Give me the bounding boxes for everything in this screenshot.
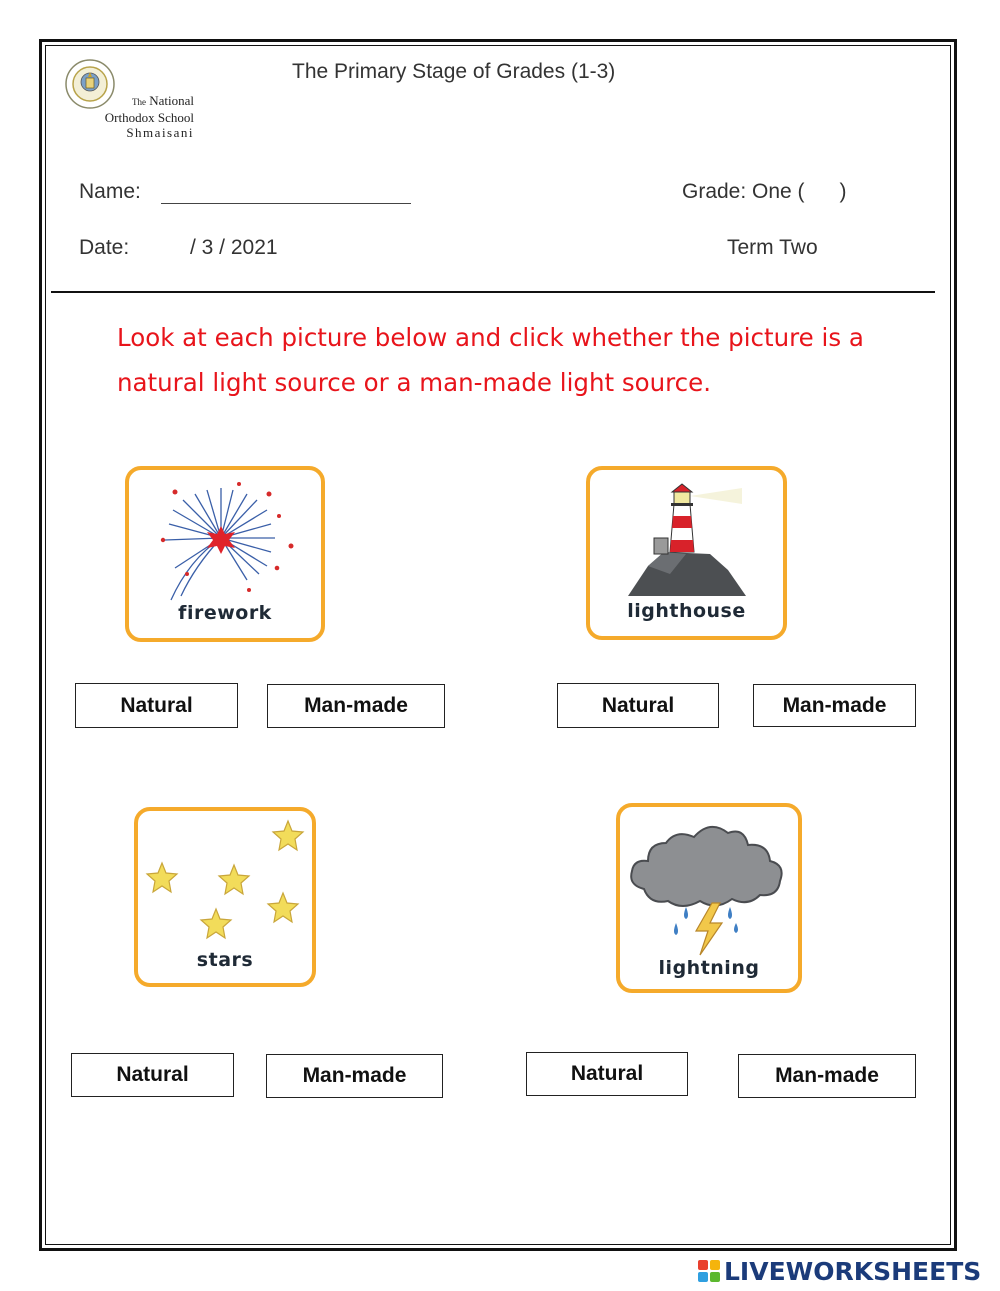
school-name-line3: Shmaisani xyxy=(126,125,194,140)
lightning-card xyxy=(616,803,802,993)
lightning-natural-button[interactable]: Natural xyxy=(526,1052,688,1096)
school-name-line2: Orthodox School xyxy=(104,110,194,125)
grade-label: Grade: One ( ) xyxy=(682,180,847,203)
stars-manmade-button[interactable]: Man-made xyxy=(266,1054,443,1098)
page-title: The Primary Stage of Grades (1-3) xyxy=(292,60,616,83)
brand-text: LIVEWORKSHEETS xyxy=(724,1256,982,1286)
school-name xyxy=(84,93,194,140)
brand-logo-icon xyxy=(698,1260,720,1282)
firework-manmade-button[interactable]: Man-made xyxy=(267,684,445,728)
lightning-manmade-button[interactable]: Man-made xyxy=(738,1054,916,1098)
school-name-the: The xyxy=(131,97,146,107)
date-label: Date: xyxy=(79,236,130,259)
school-name-line1: National xyxy=(149,93,194,108)
firework-card xyxy=(125,466,325,642)
header-divider xyxy=(51,291,935,293)
liveworksheets-brand xyxy=(698,1257,981,1285)
lighthouse-label: lighthouse xyxy=(627,600,746,622)
lightning-label: lightning xyxy=(658,957,760,979)
lighthouse-natural-button[interactable]: Natural xyxy=(557,683,719,728)
firework-natural-button[interactable]: Natural xyxy=(75,683,238,728)
stars-natural-button[interactable]: Natural xyxy=(71,1053,234,1097)
term-label: Term Two xyxy=(727,236,818,259)
name-blank-line xyxy=(161,203,411,204)
date-value: / 3 / 2021 xyxy=(190,236,278,259)
instructions-text: Look at each picture below and click whether the picture is a natural light source or a man-made light source. xyxy=(117,323,864,397)
lighthouse-manmade-button[interactable]: Man-made xyxy=(753,684,916,727)
stars-label: stars xyxy=(196,949,254,971)
stars-card xyxy=(134,807,316,987)
name-label: Name: xyxy=(79,180,141,203)
lighthouse-card xyxy=(586,466,787,640)
firework-label: firework xyxy=(178,602,272,624)
